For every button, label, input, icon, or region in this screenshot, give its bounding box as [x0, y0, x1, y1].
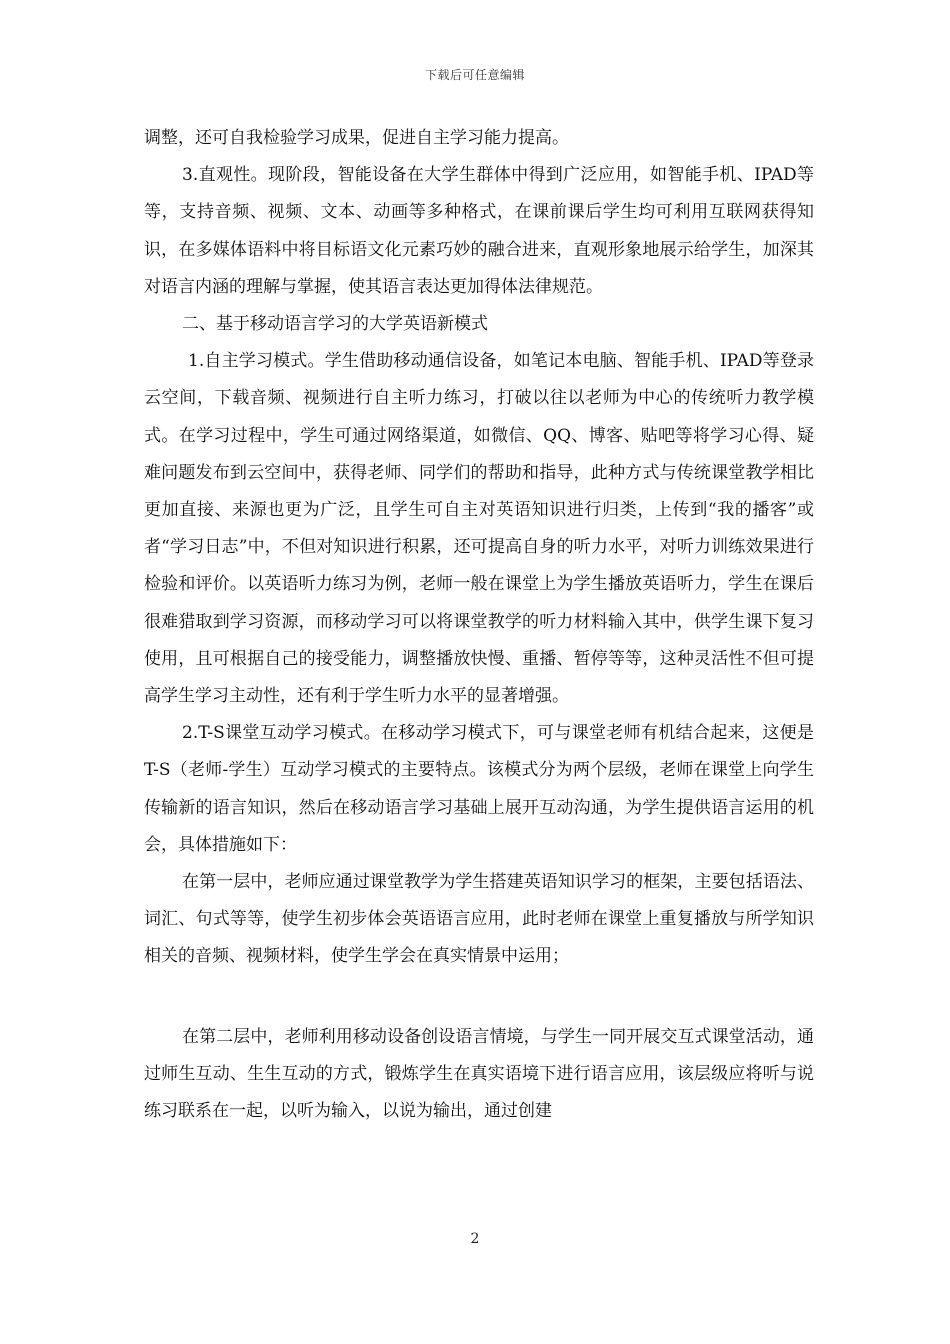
paragraph-intuitiveness: 3.直观性。现阶段，智能设备在大学生群体中得到广泛应用，如智能手机、IPAD等等，支持音频、视频、文本、动画等多种格式，在课前课后学生均可利用互联网获得知识，在多媒体语料中将目标语文化元素巧妙的融合进来，直观形象地展示给学生，加深其对语言内涵的理解与掌握，使其语言表达更加得体法律规范。: [144, 165, 814, 297]
paragraph-ts-interactive: 2.T-S课堂互动学习模式。在移动学习模式下，可与课堂老师有机结合起来，这便是T-S（老师-学生）互动学习模式的主要特点。该模式分为两个层级，老师在课堂上向学生传输新的语言知识，然后在移动语言学习基础上展开互动沟通，为学生提供语言运用的机会，具体措施如下：: [144, 723, 814, 855]
page-header: 下载后可任意编辑: [424, 68, 525, 82]
paragraph-autonomous-learning: 1.自主学习模式。学生借助移动通信设备，如笔记本电脑、智能手机、IPAD等登录云空间，下载音频、视频进行自主听力练习，打破以往以老师为中心的传统听力教学模式。在学习过程中，学生可通过网络渠道，如微信、QQ、博客、贴吧等将学习心得、疑难问题发布到云空间中，获得老师、同学们的帮助和指导，此种方式与传统课堂教学相比更加直接、来源也更为广泛，且学生可自主对英语知识进行归类，上传到“我的播客”或者“学习日志”中，不但对知识进行积累，还可提高自身的听力水平，对听力训练效果进行检验和评价。以英语听力练习为例，老师一般在课堂上为学生播放英语听力，学生在课后很难猎取到学习资源，而移动学习可以将课堂教学的听力材料输入其中，供学生课下复习使用，且可根据自己的接受能力，调整播放快慢、重播、暂停等等，这种灵活性不但可提高学生学习主动性，还有利于学生听力水平的显著增强。: [144, 351, 814, 707]
document-body: [144, 120, 814, 1130]
paragraph-second-layer: 在第二层中，老师利用移动设备创设语言情境，与学生一同开展交互式课堂活动，通过师生互动、生生互动的方式，锻炼学生在真实语境下进行语言应用，该层级应将听与说练习联系在一起，以听为输入，以说为输出，通过创建: [144, 1026, 814, 1122]
paragraph-continuation: 调整，还可自我检验学习成果，促进自主学习能力提高。: [144, 128, 569, 148]
page-number: 2: [470, 1231, 480, 1247]
paragraph-first-layer: 在第一层中，老师应通过课堂教学为学生搭建英语知识学习的框架，主要包括语法、词汇、句式等等，使学生初步体会英语语言应用，此时老师在课堂上重复播放与所学知识相关的音频、视频材料，使学生学会在真实情景中运用；: [144, 872, 814, 967]
section-heading: 二、基于移动语言学习的大学英语新模式: [182, 314, 488, 335]
